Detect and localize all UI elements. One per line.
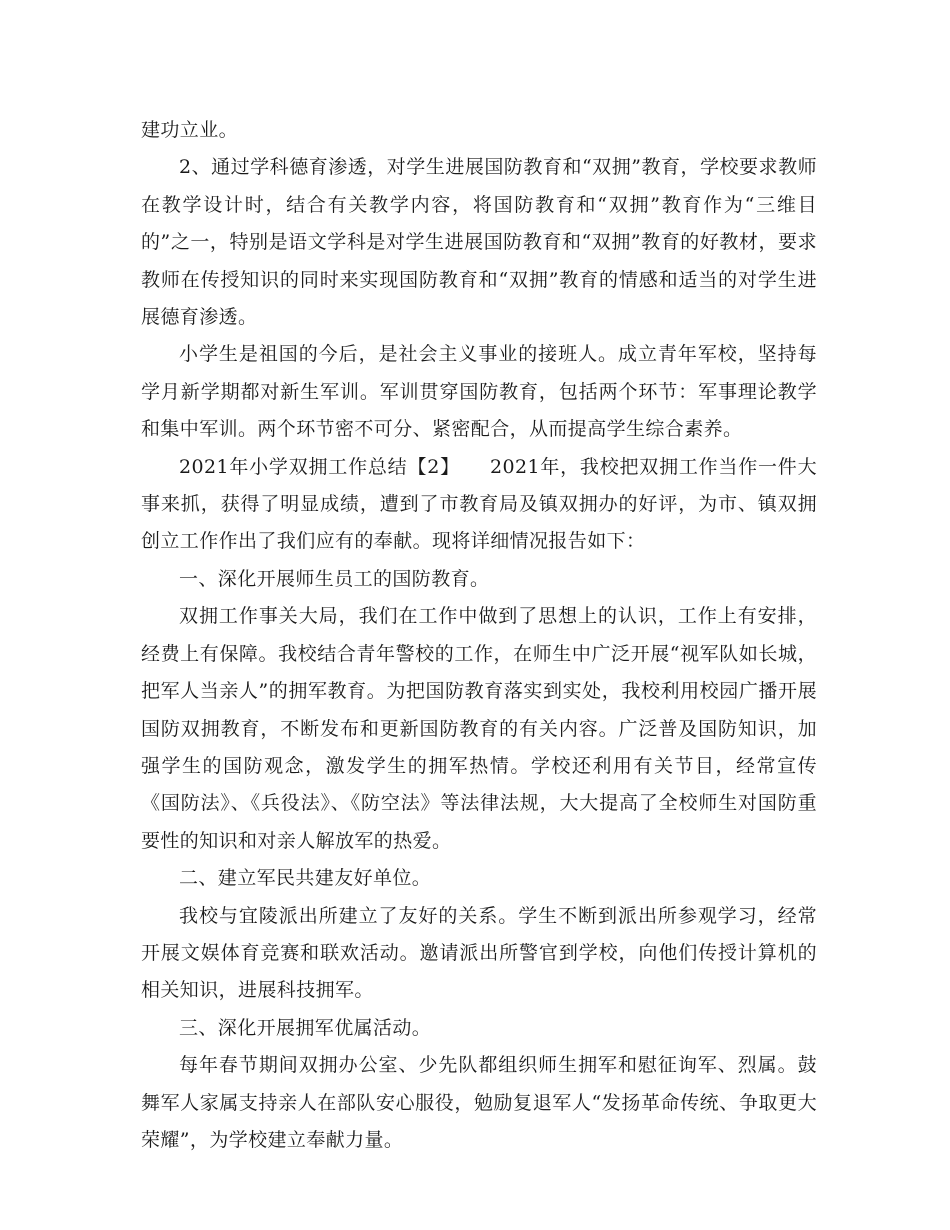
paragraph: 建功立业。 — [141, 119, 239, 141]
paragraph: 2、通过学科德育渗透，对学生进展国防教育和“双拥”教育，学校要求教师在教学设计时，结合有关教学内容，将国防教育和“双拥”教育作为“三维目的”之一，特别是语文学科是对学生进展国防教育和“双拥”教育的好教材，要求教师在传授知识的同时来实现国防教育和“双拥”教育的情感和适当的对学生进展德育渗透。 — [141, 156, 817, 329]
paragraph: 双拥工作事关大局，我们在工作中做到了思想上的认识，工作上有安排，经费上有保障。我校结合青年警校的工作，在师生中广泛开展“视军队如长城，把军人当亲人”的拥军教育。为把国防教育落实到实处，我校利用校园广播开展国防双拥教育，不断发布和更新国防教育的有关内容。广泛普及国防知识，加强学生的国防观念，激发学生的拥军热情。学校还利用有关节目，经常宣传《国防法》、《兵役法》、《防空法》等法律法规，大大提高了全校师生对国防重要性的知识和对亲人解放军的热爱。 — [141, 605, 817, 852]
paragraph: 2021年小学双拥工作总结【2】 2021年，我校把双拥工作当作一件大事来抓，获得了明显成绩，遭到了市教育局及镇双拥办的好评，为市、镇双拥创立工作作出了我们应有的奉献。现将详细情况报告如下： — [141, 455, 817, 553]
section-heading: 二、建立军民共建友好单位。 — [179, 867, 432, 890]
section-heading: 一、深化开展师生员工的国防教育。 — [179, 567, 490, 590]
paragraph: 我校与宜陵派出所建立了友好的关系。学生不断到派出所参观学习，经常开展文娱体育竞赛和联欢活动。邀请派出所警官到学校，向他们传授计算机的相关知识，进展科技拥军。 — [141, 904, 817, 1002]
paragraph: 小学生是祖国的今后，是社会主义事业的接班人。成立青年军校，坚持每学月新学期都对新生军训。军训贯穿国防教育，包括两个环节：军事理论教学和集中军训。两个环节密不可分、紧密配合，从而提高学生综合素养。 — [141, 343, 817, 441]
document-body — [141, 112, 817, 1159]
paragraph: 每年春节期间双拥办公室、少先队都组织师生拥军和慰征询军、烈属。鼓舞军人家属支持亲人在部队安心服役，勉励复退军人“发扬革命传统、争取更大荣耀”，为学校建立奉献力量。 — [141, 1054, 817, 1151]
section-heading: 三、深化开展拥军优属活动。 — [179, 1016, 432, 1039]
